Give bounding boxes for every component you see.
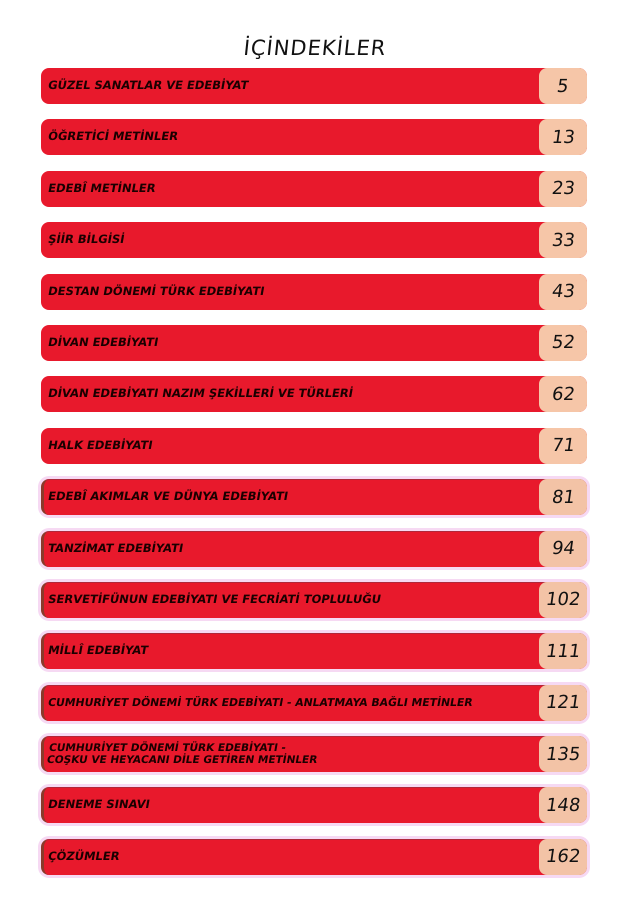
toc-page-number-text: 121 [544, 692, 582, 714]
toc-row[interactable] [41, 531, 587, 567]
toc-page-number [539, 685, 587, 721]
toc-label: MİLLÎ EDEBİYAT [46, 643, 150, 658]
toc-label: EDEBÎ AKIMLAR VE DÜNYA EDEBİYATI [46, 489, 290, 504]
toc-page-number [539, 582, 587, 618]
toc-label: TANZİMAT EDEBİYATI [46, 540, 185, 555]
toc-page-number-text: 148 [544, 794, 582, 816]
toc-page-number-text: 111 [544, 640, 582, 662]
toc-row[interactable] [41, 119, 587, 155]
page-title: İÇİNDEKİLER [242, 36, 388, 60]
toc-page-number [539, 274, 587, 310]
toc-page-number-text: 81 [550, 486, 576, 508]
toc-page-number-text: 43 [550, 281, 576, 303]
toc-row[interactable] [41, 787, 587, 823]
toc-page-number-text: 71 [550, 435, 576, 457]
toc-row[interactable] [41, 376, 587, 412]
toc-page-number [539, 325, 587, 361]
toc-row[interactable] [41, 633, 587, 669]
toc-label: DESTAN DÖNEMİ TÜRK EDEBİYATI [46, 283, 266, 298]
toc-row[interactable] [41, 325, 587, 361]
toc-label-line-2: COŞKU VE HEYACANI DİLE GETİREN METİNLER [45, 754, 319, 767]
toc-label: EDEBÎ METİNLER [46, 181, 157, 196]
toc-label: ÇÖZÜMLER [46, 849, 121, 864]
toc-label: ŞİİR BİLGİSİ [46, 232, 126, 247]
toc-row[interactable] [41, 582, 587, 618]
toc-label-block [45, 736, 532, 772]
toc-page-number-text: 33 [550, 229, 576, 251]
toc-label: ÖĞRETİCİ METİNLER [46, 129, 180, 144]
toc-row[interactable] [41, 685, 587, 721]
toc-label: DİVAN EDEBİYATI NAZIM ŞEKİLLERİ VE TÜRLERİ [46, 386, 355, 401]
toc-page-number [539, 531, 587, 567]
toc-label: CUMHURİYET DÖNEMİ TÜRK EDEBİYATI - ANLATMAYA BAĞLI METİNLER [46, 695, 474, 709]
toc-page-number [539, 787, 587, 823]
toc-row[interactable] [41, 839, 587, 875]
toc-page-number-text: 5 [555, 75, 571, 97]
toc-row[interactable] [41, 222, 587, 258]
toc-label: CUMHURİYET DÖNEMİ TÜRK EDEBİYATI - [48, 742, 287, 755]
toc-page-number [539, 479, 587, 515]
toc-page-number [539, 839, 587, 875]
toc-row[interactable] [41, 68, 587, 104]
toc-page-number-text: 62 [550, 383, 576, 405]
toc-page-number-text: 162 [544, 846, 582, 868]
toc-row[interactable] [41, 274, 587, 310]
toc-label: DENEME SINAVI [46, 797, 152, 812]
toc-page-number [539, 376, 587, 412]
toc-page-number [539, 171, 587, 207]
toc-page-number [539, 633, 587, 669]
toc-row[interactable] [41, 428, 587, 464]
toc-page-number [539, 222, 587, 258]
toc-page-number [539, 68, 587, 104]
toc-row[interactable] [41, 736, 587, 772]
toc-page-number-text: 13 [550, 126, 576, 148]
toc-page-number-text: 94 [550, 538, 576, 560]
toc-page-number [539, 428, 587, 464]
toc-page-number-text: 23 [550, 178, 576, 200]
toc-label: DİVAN EDEBİYATI [46, 335, 160, 350]
toc-page-number [539, 119, 587, 155]
toc-label: GÜZEL SANATLAR VE EDEBİYAT [46, 78, 250, 93]
toc-page-number-text: 135 [544, 743, 582, 765]
toc-page-number [539, 736, 587, 772]
toc-label: SERVETİFÜNUN EDEBİYATI VE FECRİATİ TOPLULUĞU [46, 592, 383, 607]
toc-page-number-text: 102 [544, 589, 582, 611]
toc-page-number-text: 52 [550, 332, 576, 354]
toc-row[interactable] [41, 171, 587, 207]
toc-label: HALK EDEBİYATI [46, 438, 154, 453]
toc-row[interactable] [41, 479, 587, 515]
table-of-contents [41, 68, 587, 890]
